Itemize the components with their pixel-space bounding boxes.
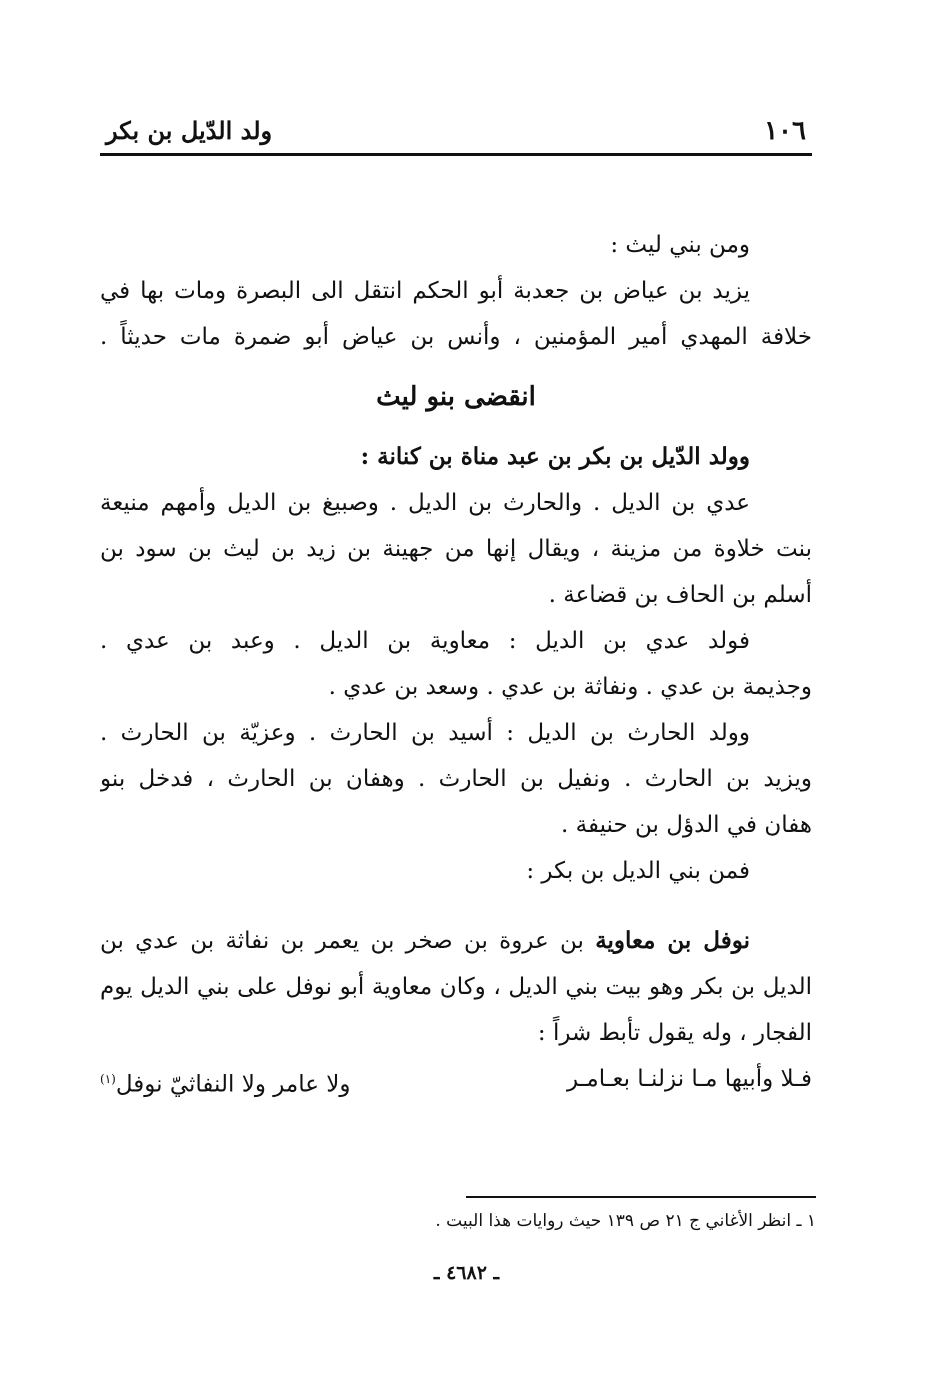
header-rule (100, 153, 812, 156)
poetry-verse (100, 1056, 812, 1102)
text-line: ويزيد بن الحارث . ونفيل بن الحارث . وهفان بن الحارث ، فدخل بنو (100, 766, 812, 792)
name-bold: نوفل بن معاوية (595, 927, 750, 954)
text-line: أسلم بن الحاف بن قضاعة . (548, 582, 812, 608)
running-title: ولد الدّيل بن بكر (106, 116, 273, 145)
page-header (100, 108, 812, 156)
verse-second-hemistich: ولا عامر ولا النفاثيّ نوفل (115, 1071, 351, 1098)
text-line: وجذيمة بن عدي . ونفاثة بن عدي . وسعد بن عدي . (328, 674, 812, 700)
text-line: ومن بني ليث : (610, 232, 750, 258)
page-number: ١٠٦ (764, 116, 806, 146)
text-line: بنت خلاوة من مزينة ، ويقال إنها من جهينة بن زيد بن ليث بن سود بن (100, 536, 812, 562)
footnote-rule (466, 1196, 816, 1198)
text-line: عدي بن الديل . والحارث بن الديل . وصبيغ بن الديل وأمهم منيعة (100, 490, 750, 516)
text-line: خلافة المهدي أمير المؤمنين ، وأنس بن عياض أبو ضمرة مات حديثاً . (100, 324, 812, 350)
text-line: الديل بن بكر وهو بيت بني الديل ، وكان معاوية أبو نوفل على بني الديل يوم (100, 974, 812, 1000)
text-line: يزيد بن عياض بن جعدبة أبو الحكم انتقل الى البصرة ومات بها في (100, 278, 750, 304)
footnote: ١ ـ انظر الأغاني ج ٢١ ص ١٣٩ حيث روايات هذا البيت . (435, 1211, 816, 1231)
verse-first-hemistich: فـلا وأبيها مـا نزلنـا بعـامـر (567, 1066, 812, 1092)
text-line: الفجار ، وله يقول تأبط شراً : (537, 1020, 812, 1046)
text-line: فولد عدي بن الديل : معاوية بن الديل . وعبد بن عدي . (100, 628, 750, 654)
text-line: هفان في الدؤل بن حنيفة . (561, 812, 812, 838)
section-heading: انقضى بنو ليث (376, 382, 536, 412)
text-line (100, 918, 812, 964)
verse-second-hemistich-wrap (100, 1056, 351, 1102)
text-line-rest: بن عروة بن صخر بن يعمر بن نفاثة بن عدي بن (100, 928, 596, 954)
text-line: فمن بني الديل بن بكر : (526, 858, 750, 884)
main-text (100, 222, 812, 1102)
text-line-bold: وولد الدّيل بن بكر بن عبد مناة بن كنانة : (360, 443, 750, 470)
folio-number: ـ ٤٦٨٢ ـ (433, 1262, 500, 1284)
footnote-marker: (١) (100, 1072, 116, 1086)
text-line: وولد الحارث بن الديل : أسيد بن الحارث . وعزيّة بن الحارث . (100, 720, 750, 746)
paragraph-gap (100, 894, 812, 918)
